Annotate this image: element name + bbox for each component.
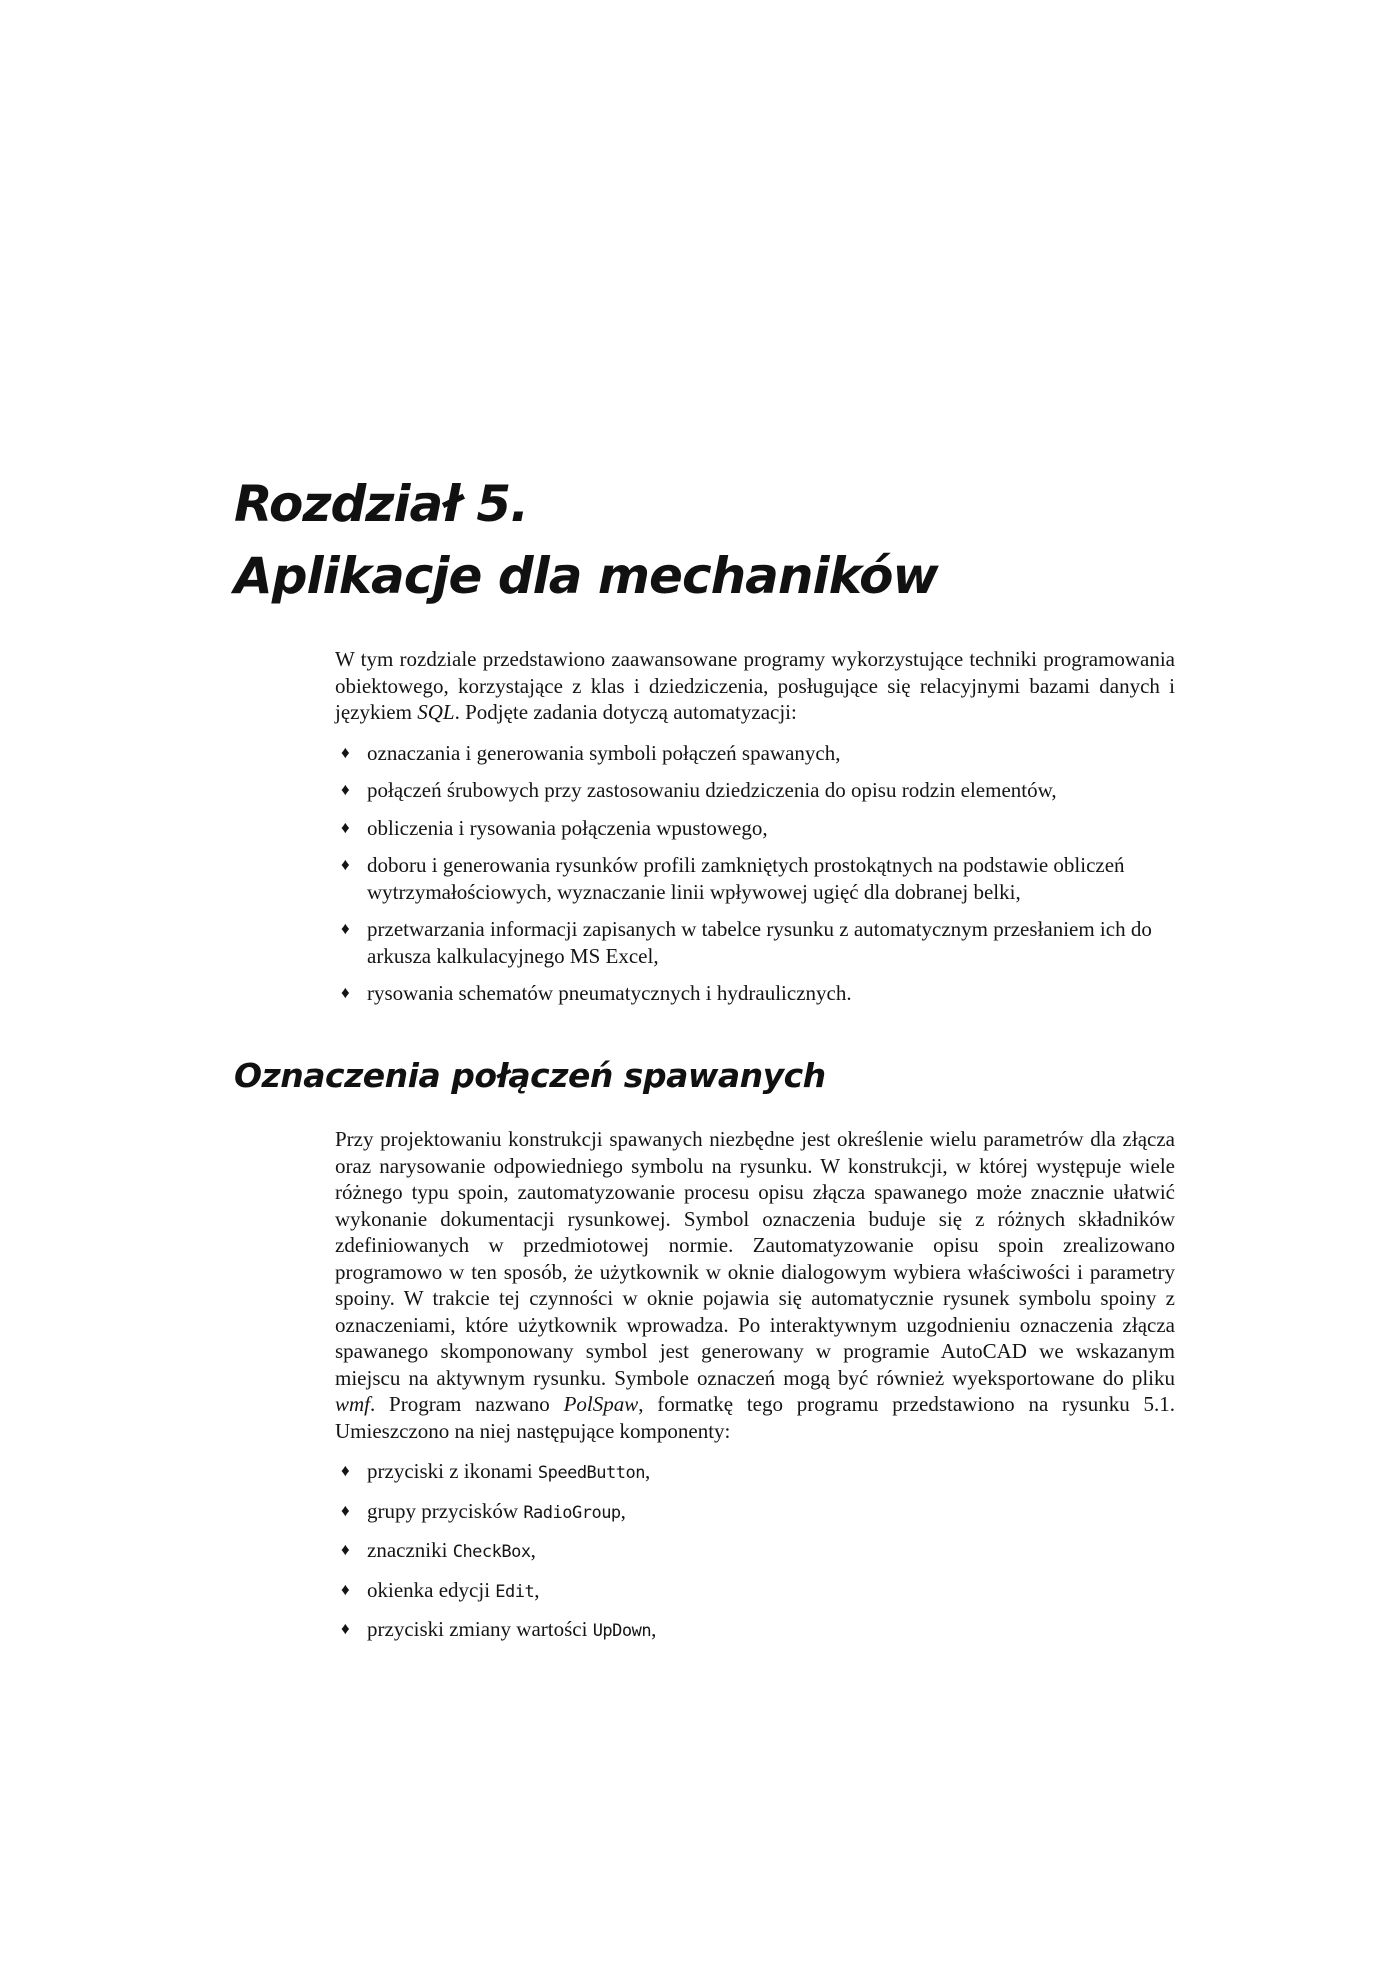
diamond-bullet-icon: ♦ bbox=[341, 1619, 350, 1638]
polspaw-term: PolSpaw bbox=[563, 1392, 639, 1416]
list-item-text: przyciski zmiany wartości bbox=[367, 1617, 593, 1641]
intro-paragraph bbox=[335, 646, 1175, 726]
list-item-text: okienka edycji bbox=[367, 1577, 496, 1602]
list-item-text: obliczenia i rysowania połączenia wpustowego, bbox=[367, 815, 768, 840]
component-name: SpeedButton bbox=[537, 1463, 645, 1483]
list-item-text: przetwarzania informacji zapisanych w tabelce rysunku z automatycznym przesłaniem ich do arkusza kalkulacyjnego MS Excel, bbox=[367, 917, 1152, 968]
diamond-bullet-icon: ♦ bbox=[341, 855, 350, 874]
diamond-bullet-icon: ♦ bbox=[341, 1579, 350, 1599]
list-item-text: połączeń śrubowych przy zastosowaniu dziedziczenia do opisu rodzin elementów, bbox=[367, 778, 1057, 802]
list-item-suffix: , bbox=[644, 1459, 651, 1483]
list-item bbox=[335, 852, 1175, 905]
list-item bbox=[335, 1458, 1175, 1487]
list-item-suffix: , bbox=[534, 1577, 540, 1602]
section-text-2: . Program nazwano bbox=[370, 1392, 564, 1416]
list-item-text: przyciski z ikonami bbox=[367, 1459, 538, 1483]
diamond-bullet-icon: ♦ bbox=[341, 919, 350, 938]
component-name: Edit bbox=[495, 1581, 535, 1602]
list-item bbox=[335, 980, 1175, 1007]
intro-text-2: . Podjęte zadania dotyczą automatyzacji: bbox=[454, 700, 797, 724]
diamond-bullet-icon: ♦ bbox=[341, 983, 350, 1002]
list-item-text: znaczniki bbox=[367, 1538, 453, 1562]
list-item bbox=[335, 916, 1175, 969]
diamond-bullet-icon: ♦ bbox=[341, 1500, 350, 1520]
diamond-bullet-icon: ♦ bbox=[341, 1461, 350, 1480]
chapter-number: Rozdział 5. bbox=[234, 475, 529, 533]
wmf-term: wmf bbox=[335, 1392, 371, 1416]
list-item-text: oznaczania i generowania symboli połączeń spawanych, bbox=[367, 740, 841, 765]
component-bullet-list bbox=[335, 1458, 1175, 1645]
list-item-text: doboru i generowania rysunków profili zamkniętych prostokątnych na podstawie obliczeń wytrzymałościowych, wyznaczanie linii wpływowej ugięć dla dobranej belki, bbox=[367, 853, 1125, 904]
list-item bbox=[335, 1498, 1175, 1527]
section-text-3: , formatkę tego programu przedstawiono na rysunku 5.1. Umieszczono na niej następujące komponenty: bbox=[335, 1392, 1175, 1443]
list-item bbox=[335, 815, 1175, 842]
list-item bbox=[335, 740, 1175, 767]
list-item-suffix: , bbox=[651, 1617, 657, 1641]
chapter-title: Aplikacje dla mechaników bbox=[234, 547, 938, 605]
diamond-bullet-icon: ♦ bbox=[341, 742, 350, 762]
chapter-heading bbox=[234, 468, 938, 612]
list-item-text: grupy przycisków bbox=[367, 1498, 524, 1523]
section-block bbox=[335, 1126, 1175, 1656]
diamond-bullet-icon: ♦ bbox=[341, 817, 350, 837]
section-heading: Oznaczenia połączeń spawanych bbox=[234, 1056, 826, 1095]
list-item-suffix: , bbox=[530, 1538, 536, 1562]
component-name: RadioGroup bbox=[523, 1502, 621, 1523]
list-item-suffix: , bbox=[620, 1498, 626, 1523]
component-name: CheckBox bbox=[452, 1542, 531, 1562]
list-item bbox=[335, 1616, 1175, 1645]
intro-text-1: W tym rozdziale przedstawiono zaawansowane programy wykorzystujące techniki programowania obiektowego, korzystające z klas i dziedziczenia, posługujące się relacyjnymi bazami danych i językiem bbox=[335, 647, 1175, 724]
list-item bbox=[335, 1577, 1175, 1606]
diamond-bullet-icon: ♦ bbox=[341, 1540, 350, 1559]
intro-block bbox=[335, 646, 1175, 1018]
section-text-1: Przy projektowaniu konstrukcji spawanych niezbędne jest określenie wielu parametrów dla złącza oraz narysowanie odpowiedniego symbolu na rysunku. W konstrukcji, w której występuje wiele różnego typu spoin, zautomatyzowanie procesu opisu złącza spawanego może znacznie ułatwić wykonanie dokumentacji rysunkowej. Symbol oznaczenia buduje się z różnych składników zdefiniowanych w przedmiotowej normie. Zautomatyzowanie opisu spoin zrealizowano programowo w ten sposób, że użytkownik w oknie dialogowym wybiera właściwości i parametry spoiny. W trakcie tej czynności w oknie pojawia się automatycznie rysunek symbolu spoiny z oznaczeniami, które użytkownik wprowadza. Po interaktywnym uzgodnieniu oznaczenia złącza spawanego skomponowany symbol jest generowany w programie AutoCAD we wskazanym miejscu na aktywnym rysunku. Symbole oznaczeń mogą być również wyeksportowane do pliku bbox=[335, 1127, 1175, 1390]
section-paragraph bbox=[335, 1126, 1175, 1444]
diamond-bullet-icon: ♦ bbox=[341, 780, 350, 799]
intro-sql-term: SQL bbox=[417, 700, 455, 724]
list-item bbox=[335, 1537, 1175, 1566]
component-name: UpDown bbox=[592, 1621, 652, 1641]
list-item-text: rysowania schematów pneumatycznych i hydraulicznych. bbox=[367, 981, 852, 1005]
intro-bullet-list bbox=[335, 740, 1175, 1007]
list-item bbox=[335, 777, 1175, 804]
